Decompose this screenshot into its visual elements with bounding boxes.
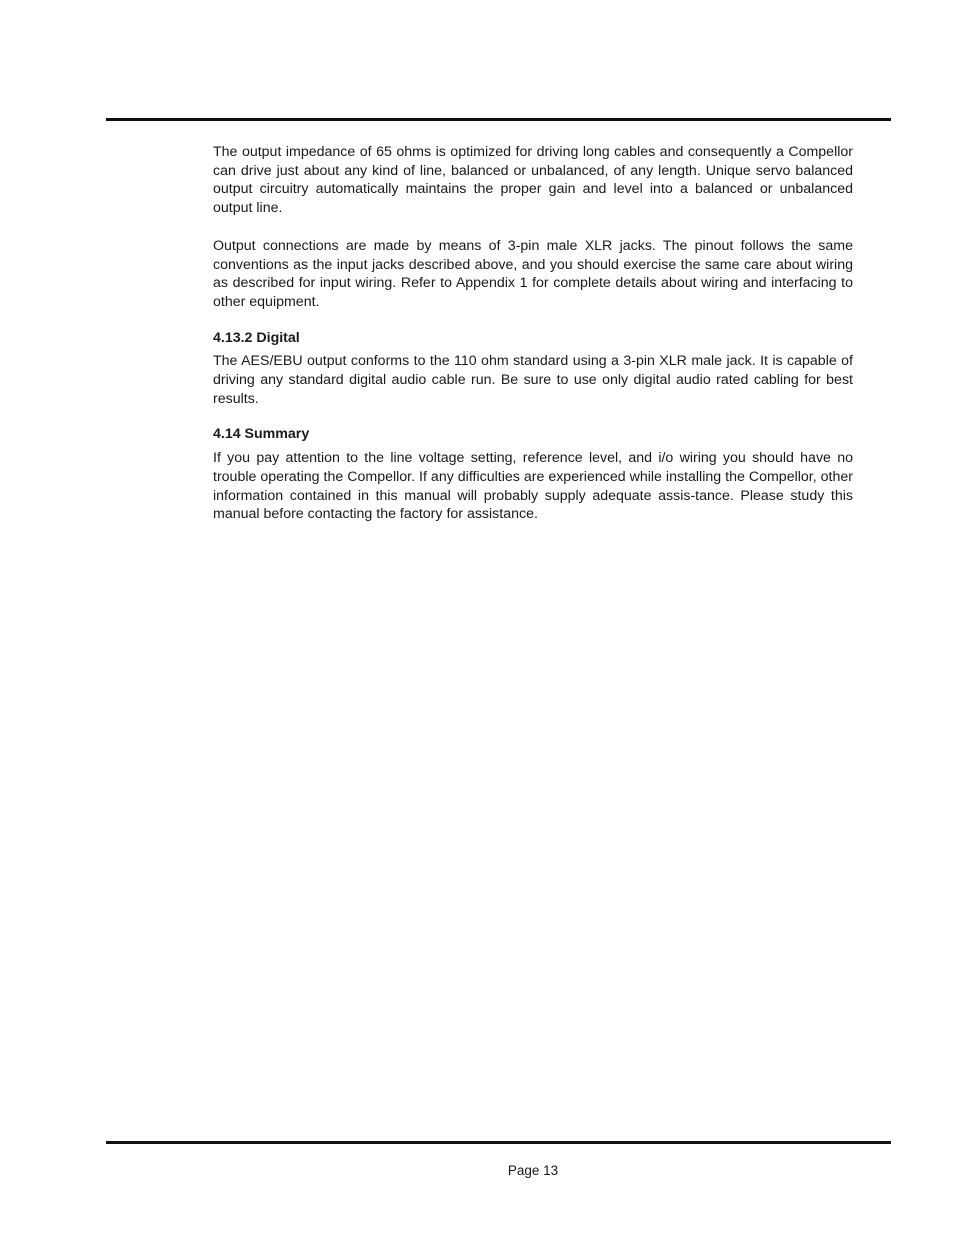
page-number: Page 13 [507, 1163, 559, 1178]
digital-heading: 4.13.2 Digital [213, 329, 300, 346]
output-impedance-paragraph: The output impedance of 65 ohms is optimized for driving long cables and consequently a Compellor can drive just about any kind of line, balanced or unbalanced, of any length. Unique servo balanced output circuitry automatically maintains the proper gain and level into a balanced or unbalanced output line. [213, 144, 853, 217]
digital-paragraph: The AES/EBU output conforms to the 110 ohm standard using a 3-pin XLR male jack. It is capable of driving any standard digital audio cable run. Be sure to use only digital audio rated cabling for best results. [213, 353, 853, 407]
footer-rule [106, 1141, 891, 1144]
header-rule [106, 118, 891, 121]
summary-paragraph: If you pay attention to the line voltage setting, reference level, and i/o wiring you should have no trouble operating the Compellor. If any difficulties are experienced while installing the Compellor, other information contained in this manual will probably supply adequate assis-tance. Please study this manual before contacting the factory for assistance. [213, 450, 853, 523]
page-body [213, 143, 853, 524]
summary-heading: 4.14 Summary [213, 426, 310, 443]
output-connections-paragraph: Output connections are made by means of 3-pin male XLR jacks. The pinout follows the same conventions as the input jacks described above, and you should exercise the same care about wiring as described for input wiring. Refer to Appendix 1 for complete details about wiring and interfacing to other equipment. [213, 237, 853, 310]
